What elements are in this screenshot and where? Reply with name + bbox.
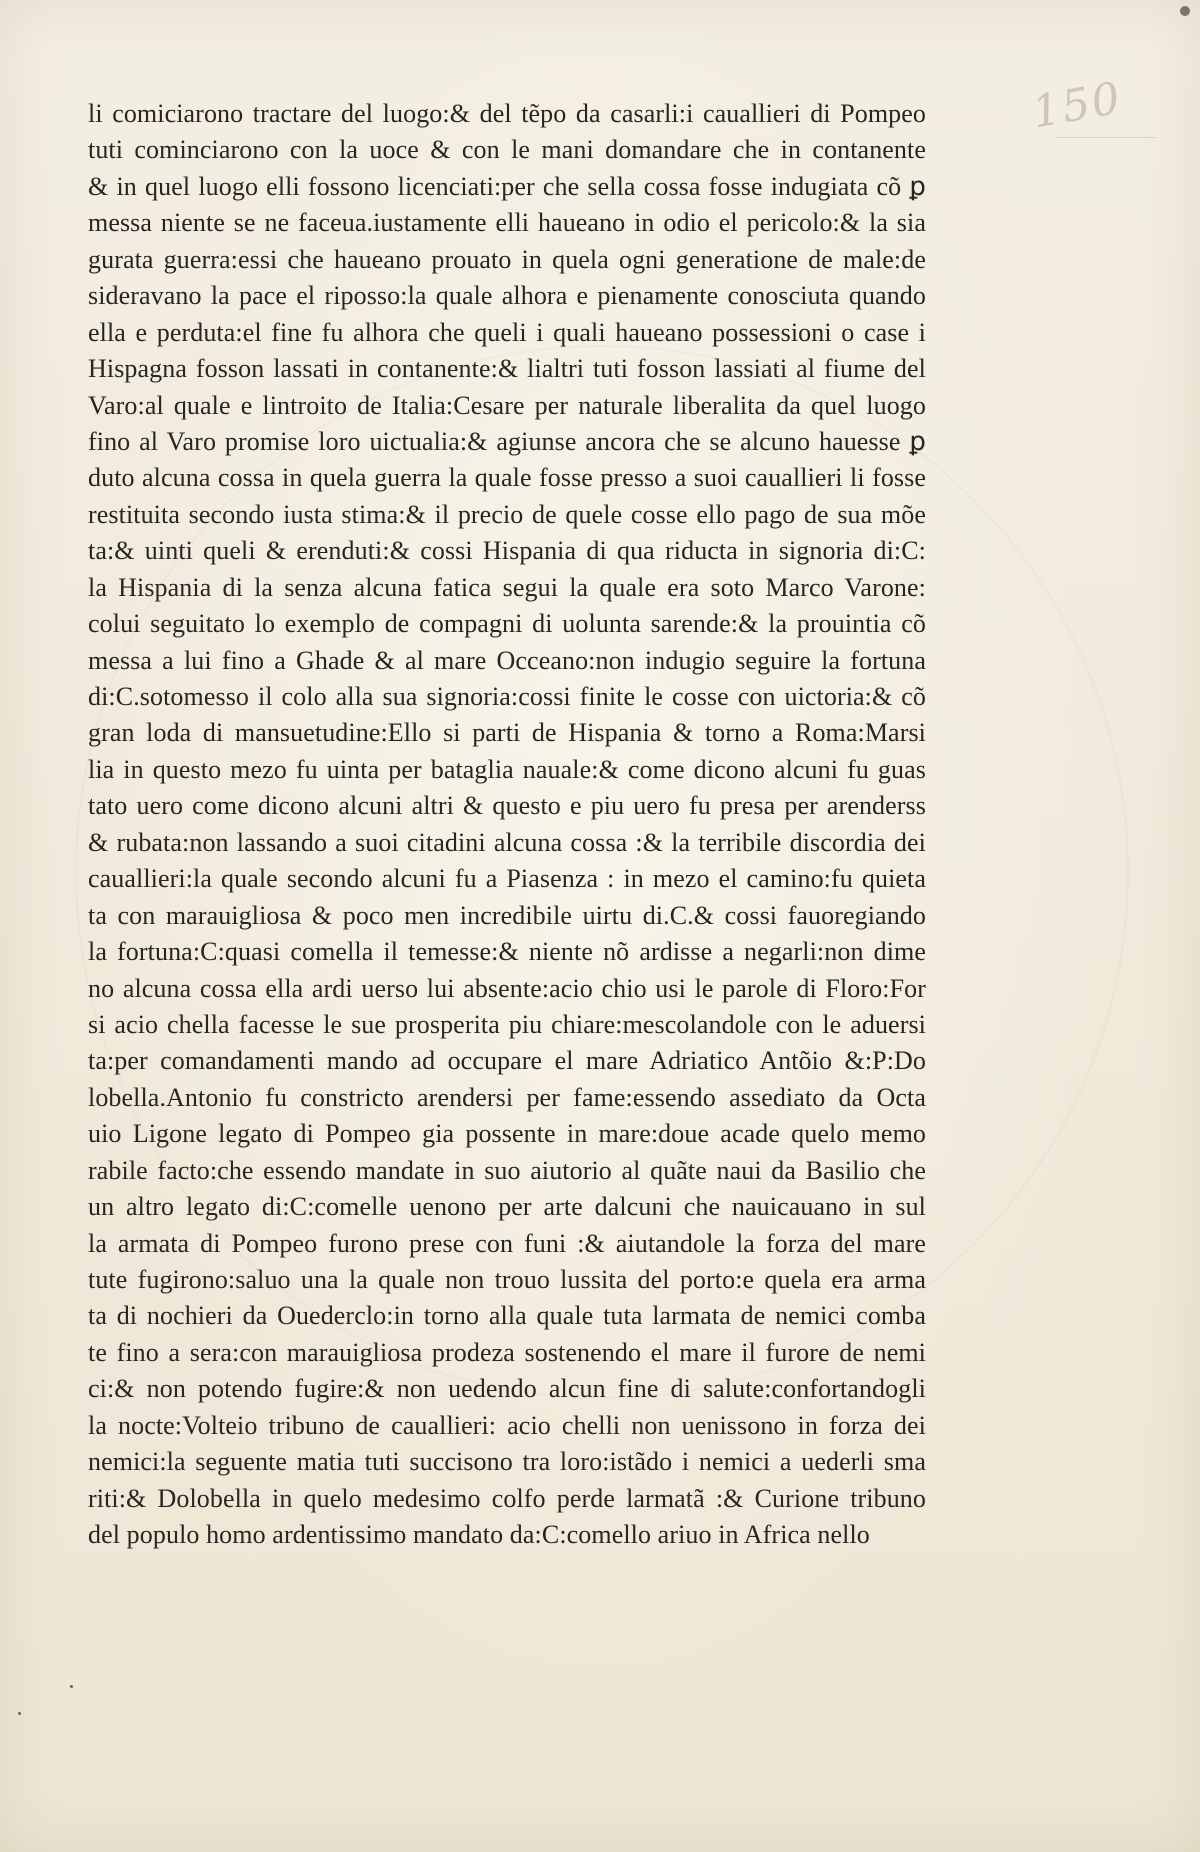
text-line: cauallieri:la quale secondo alcuni fu a Piasenza : in mezo el camino:fu quieta <box>88 864 926 894</box>
text-line: ta di nochieri da Ouederclo:in torno alla quale tuta larmata de nemici comba <box>88 1301 926 1331</box>
text-line: tato uero come dicono alcuni altri & questo e piu uero fu presa per arenderss <box>88 791 926 821</box>
ink-speck <box>1180 6 1190 16</box>
text-line: tute fugirono:saluo una la quale non trouo lussita del porto:e quela era arma <box>88 1265 926 1294</box>
text-line: fino al Varo promise loro uictualia:& agiunse ancora che se alcuno hauesse ꝑ <box>88 426 926 456</box>
text-line: si acio chella facesse le sue prosperita piu chiare:mescolandole con le aduersi <box>88 1009 926 1039</box>
text-line: Varo:al quale e lintroito de Italia:Cesare per naturale liberalita da quel luogo <box>88 390 926 420</box>
text-line: ta:per comandamenti mando ad occupare el mare Adriatico Antõio &:P:Do <box>88 1046 926 1076</box>
text-line: colui seguitato lo exemplo de compagni di uolunta sarende:& la prouintia cõ <box>88 609 926 639</box>
text-line: uio Ligone legato di Pompeo gia possente in mare:doue acade quelo memo <box>88 1119 926 1149</box>
text-line: te fino a sera:con marauigliosa prodeza sostenendo el mare il furore de nemi <box>88 1337 926 1367</box>
text-line: gurata guerra:essi che haueano prouato in quela ogni generatione de male:de <box>88 244 926 274</box>
text-line: messa niente se ne faceua.iustamente elli haueano in odio el pericolo:& la sia <box>88 208 926 238</box>
text-line: ella e perduta:el fine fu alhora che queli i quali haueano possessioni o case i <box>88 317 926 347</box>
text-line: messa a lui fino a Ghade & al mare Occeano:non indugio seguire la fortuna <box>88 645 926 675</box>
folio-rule <box>1056 137 1156 138</box>
text-line: lia in questo mezo fu uinta per bataglia nauale:& come dicono alcuni fu guas <box>88 754 926 784</box>
text-line: duto alcuna cossa in quela guerra la quale fosse presso a suoi cauallieri li fosse <box>88 463 926 493</box>
text-line: riti:& Dolobella in quelo medesimo colfo perde larmatã :& Curione tribuno <box>88 1483 926 1513</box>
text-line: & in quel luogo elli fossono licenciati:per che sella cossa fosse indugiata cõ ꝑ <box>88 171 926 201</box>
text-line: & rubata:non lassando a suoi citadini alcuna cossa :& la terribile discordia dei <box>88 827 926 857</box>
text-line: lobella.Antonio fu constricto arendersi per fame:essendo assediato da Octa <box>88 1082 926 1112</box>
text-line: rabile facto:che essendo mandate in suo aiutorio al quãte naui da Basilio che <box>88 1155 926 1185</box>
text-line: la fortuna:C:quasi comella il temesse:& niente nõ ardisse a negarli:non dime <box>88 937 926 967</box>
text-line: tuti cominciarono con la uoce & con le mani domandare che in contanente <box>88 135 926 165</box>
text-line: sideravano la pace el riposso:la quale alhora e pienamente conosciuta quando <box>88 281 926 311</box>
ink-speck <box>18 1712 21 1715</box>
text-line: gran loda di mansuetudine:Ello si parti de Hispania & torno a Roma:Marsi <box>88 718 926 748</box>
text-line: restituita secondo iusta stima:& il precio de quele cosse ello pago de sua mõe <box>88 499 926 529</box>
ink-speck <box>70 1685 73 1688</box>
text-line: di:C.sotomesso il colo alla sua signoria:cossi finite le cosse con uictoria:& cõ <box>88 682 926 711</box>
text-line: li comiciarono tractare del luogo:& del tẽpo da casarli:i cauallieri di Pompeo <box>88 99 926 128</box>
folio-number: 150 <box>1028 72 1126 139</box>
text-line: la nocte:Volteio tribuno de cauallieri: acio chelli non uenissono in forza dei <box>88 1410 926 1440</box>
text-line: Hispagna fosson lassati in contanente:& lialtri tuti fosson lassiati al fiume del <box>88 354 926 384</box>
text-line: la Hispania di la senza alcuna fatica segui la quale era soto Marco Varone: <box>88 572 926 602</box>
text-line: del populo homo ardentissimo mandato da:C:comello ariuo in Africa nello <box>88 1520 870 1550</box>
text-line: la armata di Pompeo furono prese con funi :& aiutandole la forza del mare <box>88 1228 926 1258</box>
text-line: ta con marauigliosa & poco men incredibile uirtu di.C.& cossi fauoregiando <box>88 900 926 930</box>
text-line: no alcuna cossa ella ardi uerso lui absente:acio chio usi le parole di Floro:For <box>88 973 926 1003</box>
text-line: ta:& uinti queli & erenduti:& cossi Hispania di qua riducta in signoria di:C: <box>88 536 926 566</box>
text-line: nemici:la seguente matia tuti succisono tra loro:istãdo i nemici a uederli sma <box>88 1447 926 1477</box>
text-block <box>88 96 926 1554</box>
text-line: ci:& non potendo fugire:& non uedendo alcun fine di salute:confortandogli <box>88 1374 926 1404</box>
text-line: un altro legato di:C:comelle uenono per arte dalcuni che nauicauano in sul <box>88 1192 926 1222</box>
